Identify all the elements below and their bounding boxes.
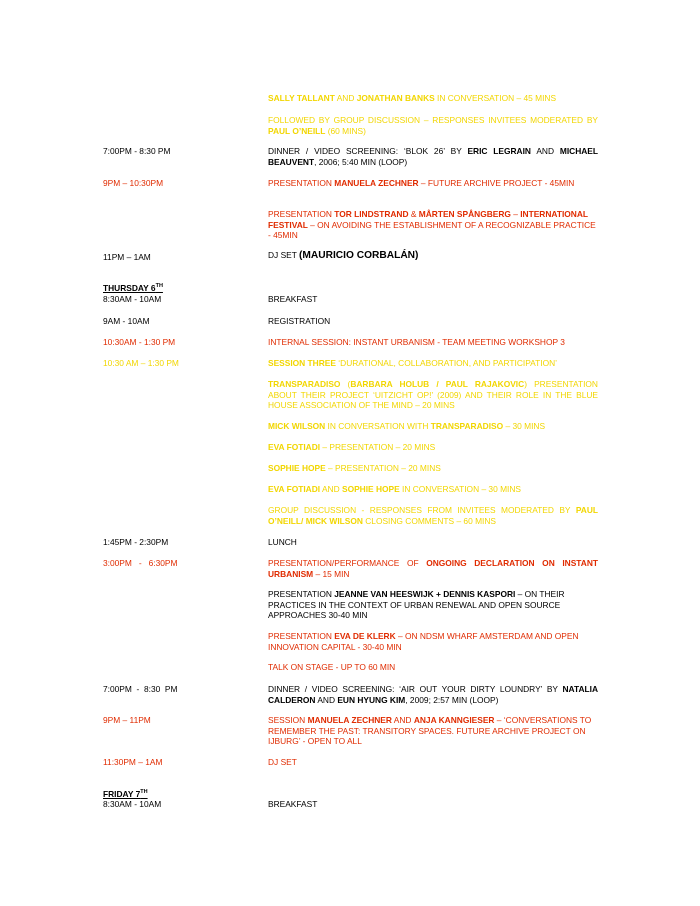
wed-djset: DJ SET (MAURICIO CORBALÁN)	[268, 250, 419, 261]
thu-djset-time: 11:30PM – 1AM	[103, 757, 163, 767]
wed-presentation-zechner: PRESENTATION MANUELA ZECHNER – FUTURE ARCHIVE PROJECT - 45MIN	[268, 178, 575, 188]
thu-registration: REGISTRATION	[268, 316, 331, 326]
thu-lunch: LUNCH	[268, 537, 297, 547]
thu-talk-on-stage: TALK ON STAGE - UP TO 60 MIN	[268, 662, 396, 672]
thu-sophie-hope: SOPHIE HOPE – PRESENTATION – 20 MINS	[268, 463, 441, 473]
thu-group-discussion: GROUP DISCUSSION - RESPONSES FROM INVITEES MODERATED BY PAUL O’NEILL/ MICK WILSON CLOSING COMMENTS – 60 MINS	[268, 505, 598, 526]
wed-dinner-time: 7:00PM - 8:30 PM	[103, 146, 171, 156]
thu-internal-session: INTERNAL SESSION: INSTANT URBANISM - TEAM MEETING WORKSHOP 3	[268, 337, 565, 347]
thu-dinner-time: 7:00PM - 8:30 PM	[103, 684, 178, 694]
thu-eva-fotiadi: EVA FOTIADI – PRESENTATION – 20 MINS	[268, 442, 436, 452]
wed-conversation: SALLY TALLANT AND JONATHAN BANKS IN CONVERSATION – 45 MINS	[268, 93, 557, 103]
wed-djset-time: 11PM – 1AM	[103, 252, 151, 262]
thu-session-zechner-kanngieser: SESSION MANUELA ZECHNER AND ANJA KANNGIESER – ‘CONVERSATIONS TO REMEMBER THE PAST: TRANSITORY SPACES. FUTURE ARCHIVE PROJECT ON IJBURG’ - OPEN TO ALL	[268, 715, 592, 747]
wed-group-discussion: FOLLOWED BY GROUP DISCUSSION – RESPONSES INVITEES MODERATED BY PAUL O’NEILL (60 MINS)	[268, 115, 598, 136]
thu-session-three: SESSION THREE ‘DURATIONAL, COLLABORATION, AND PARTICIPATION’	[268, 358, 557, 368]
thu-transparadiso: TRANSPARADISO (BARBARA HOLUB / PAUL RAJAKOVIC) PRESENTATION ABOUT THEIR PROJECT ‘UITZICHT OP!’ (2009) AND THEIR ROLE IN THE BLUE HOUSE ASSOCIATION OF THE MIND – 20 MINS	[268, 379, 598, 411]
thu-eva-sophie: EVA FOTIADI AND SOPHIE HOPE IN CONVERSATION – 30 MINS	[268, 484, 522, 494]
thursday-heading: THURSDAY 6TH	[103, 283, 163, 293]
thu-registration-time: 9AM - 10AM	[103, 316, 150, 326]
thu-session-time: 9PM – 11PM	[103, 715, 151, 725]
wed-dinner-screening: DINNER / VIDEO SCREENING: ‘BLOK 26’ BY ERIC LEGRAIN AND MICHAEL BEAUVENT, 2006; 5:40 MIN (LOOP)	[268, 146, 599, 167]
thu-lunch-time: 1:45PM - 2:30PM	[103, 537, 169, 547]
thu-breakfast: BREAKFAST	[268, 294, 318, 304]
thu-dinner-screening: DINNER / VIDEO SCREENING: ‘AIR OUT YOUR DIRTY LOUNDRY’ BY NATALIA CALDERON AND EUN HYUNG KIM, 2009; 2:57 MIN (LOOP)	[268, 684, 598, 705]
thu-performance: PRESENTATION/PERFORMANCE OF ONGOING DECLARATION ON INSTANT URBANISM – 15 MIN	[268, 558, 598, 579]
thu-breakfast-time: 8:30AM - 10AM	[103, 294, 162, 304]
wed-presentation-time: 9PM – 10:30PM	[103, 178, 164, 188]
thu-internal-time: 10:30AM - 1:30 PM	[103, 337, 176, 347]
fri-breakfast: BREAKFAST	[268, 799, 318, 809]
friday-heading: FRIDAY 7TH	[103, 789, 148, 799]
thu-djset: DJ SET	[268, 757, 297, 767]
thu-eva-de-klerk: PRESENTATION EVA DE KLERK – ON NDSM WHARF AMSTERDAM AND OPEN INNOVATION CAPITAL - 30-40 MIN	[268, 631, 579, 652]
fri-breakfast-time: 8:30AM - 10AM	[103, 799, 162, 809]
thu-heeswijk-kaspori: PRESENTATION JEANNE VAN HEESWIJK + DENNIS KASPORI – ON THEIR PRACTICES IN THE CONTEXT OF URBAN RENEWAL AND OPEN SOURCE APPROACHES 30-40 MIN	[268, 589, 565, 621]
wed-presentation-lindstrand: PRESENTATION TOR LINDSTRAND & MÅRTEN SPÅNGBERG – INTERNATIONAL FESTIVAL – ON AVOIDING THE ESTABLISHMENT OF A RECOGNIZABLE PRACTICE - 45MIN	[268, 209, 596, 241]
thu-mick-wilson: MICK WILSON IN CONVERSATION WITH TRANSPARADISO – 30 MINS	[268, 421, 546, 431]
thu-session3-time: 10:30 AM – 1:30 PM	[103, 358, 179, 368]
thu-performance-time: 3:00PM - 6:30PM	[103, 558, 178, 568]
